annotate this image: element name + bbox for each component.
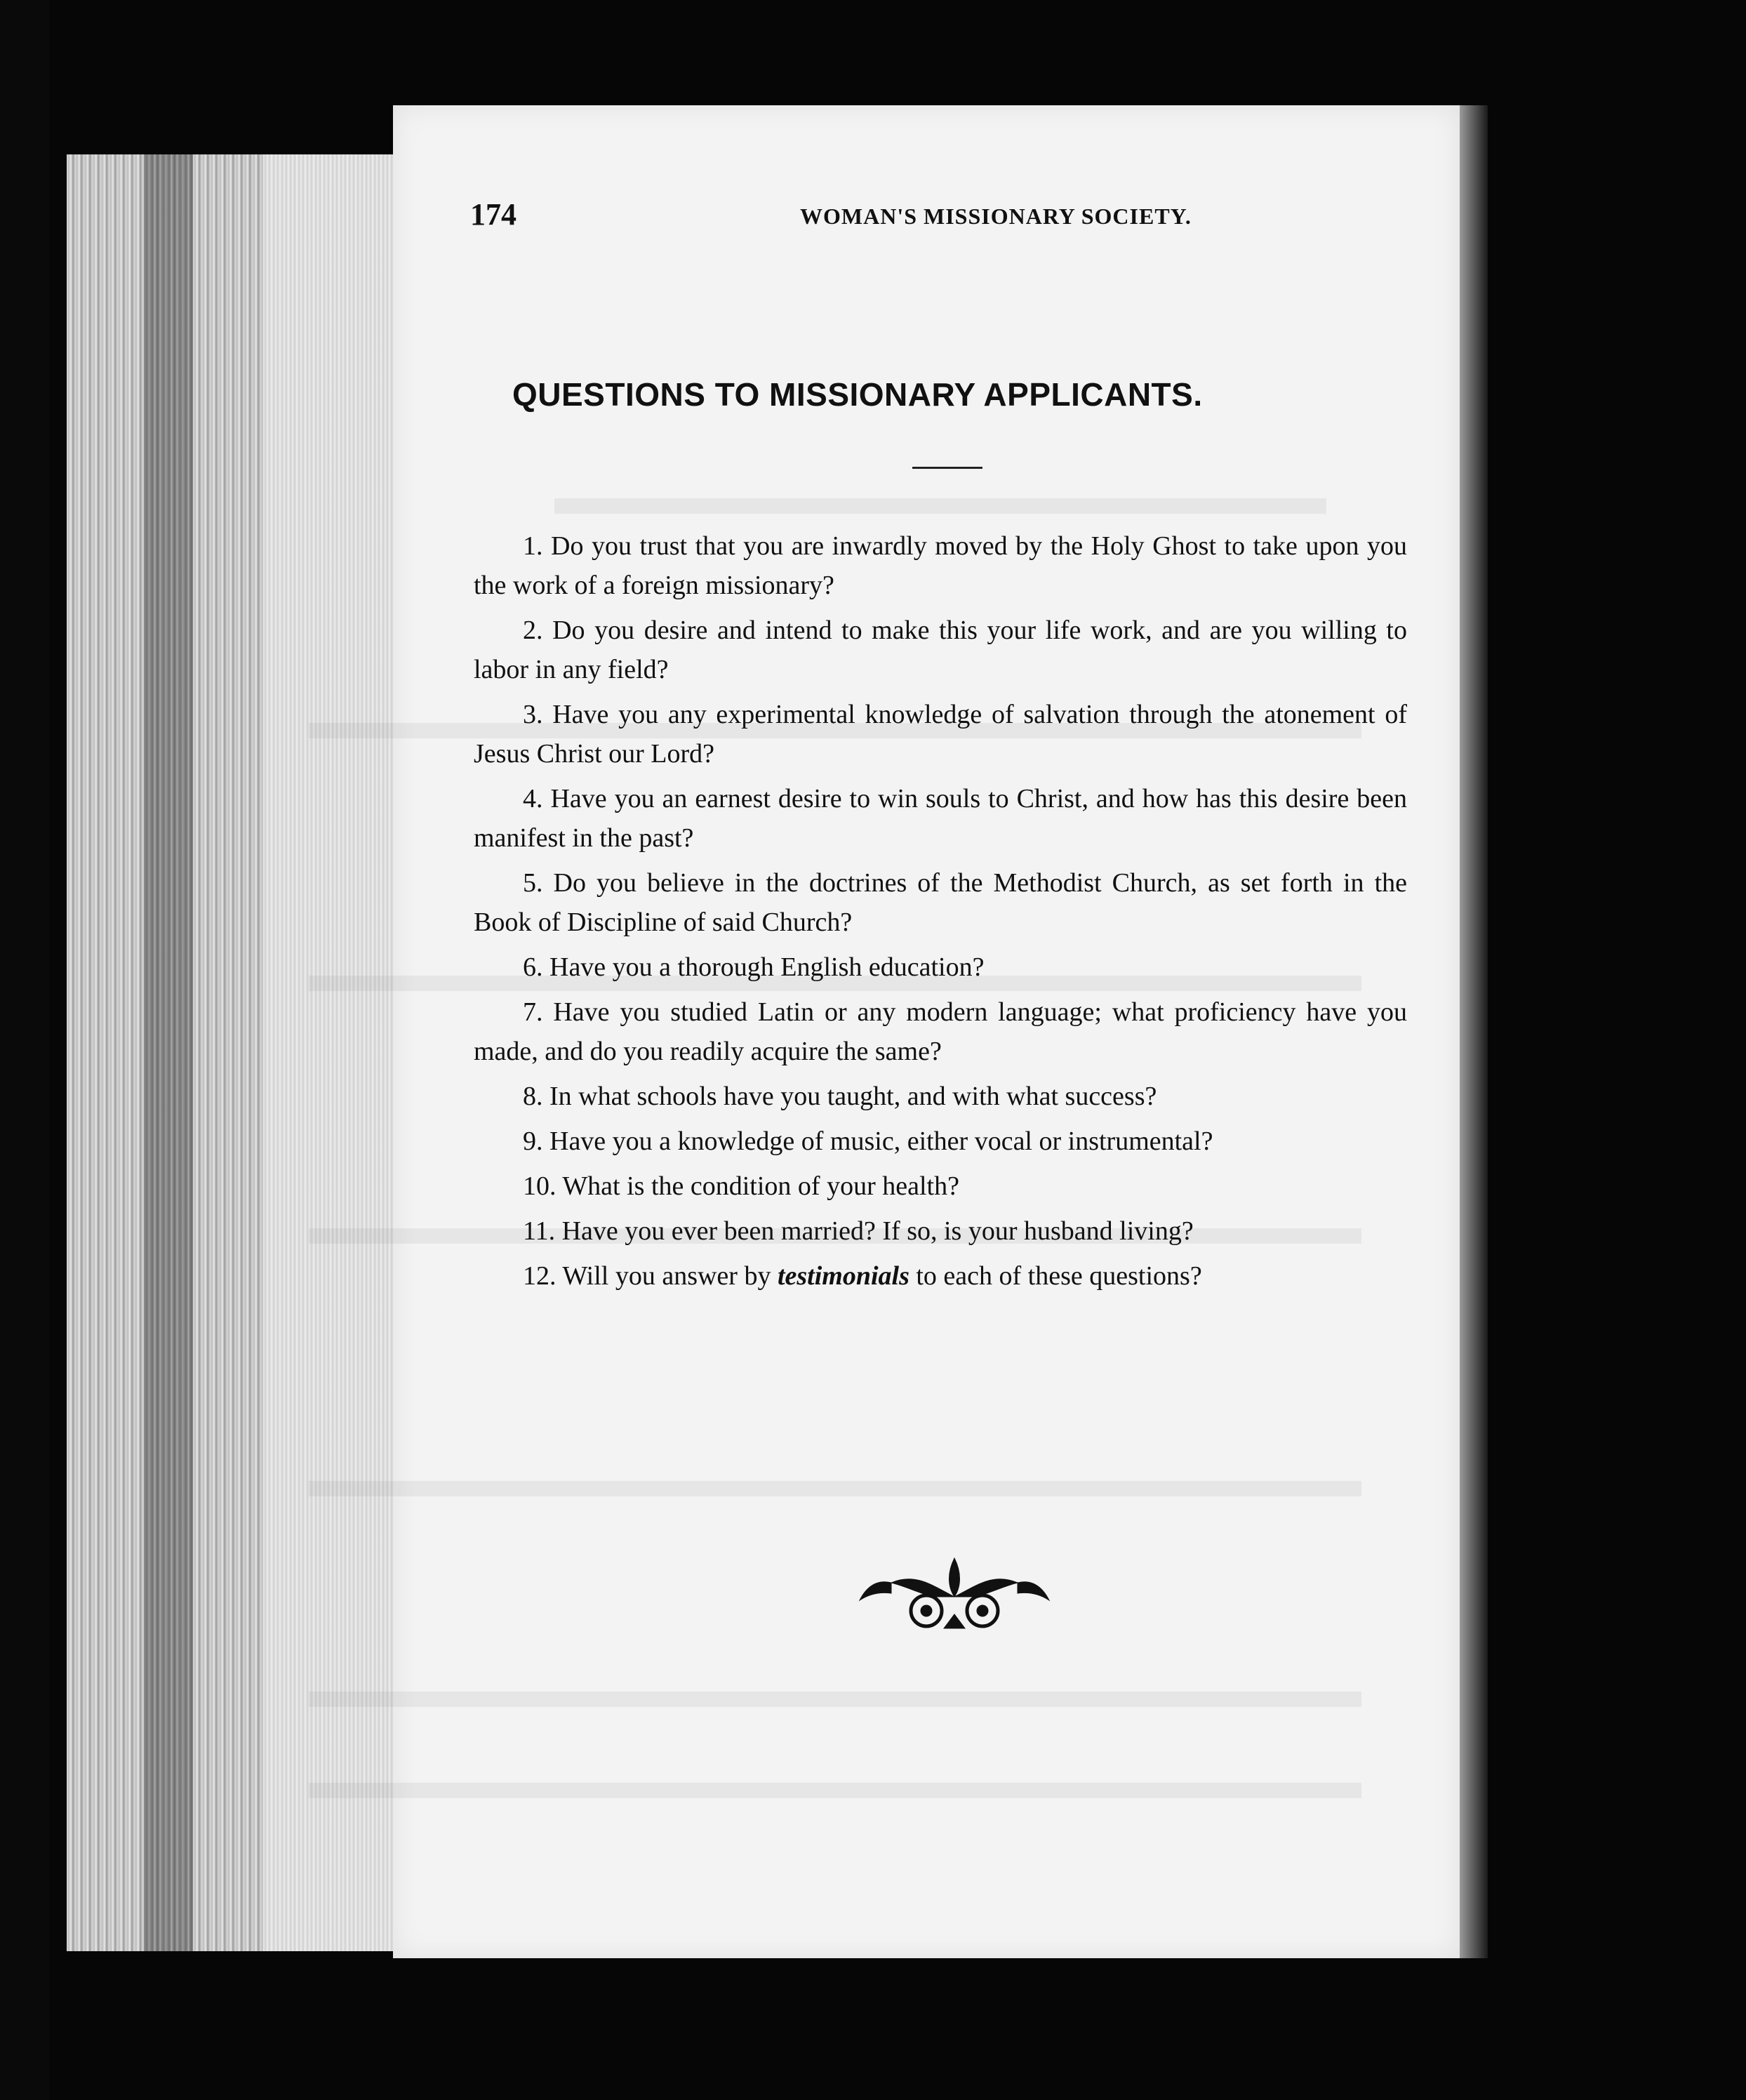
- book-page: [393, 105, 1460, 1958]
- question-item: 2. Do you desire and intend to make this your life work, and are you willing to labor in any field?: [474, 616, 1407, 684]
- question-item: 9. Have you a knowledge of music, either vocal or instrumental?: [523, 1127, 1213, 1156]
- page-edge-shadow: [1460, 105, 1488, 1958]
- running-head: WOMAN'S MISSIONARY SOCIETY.: [800, 204, 1192, 229]
- film-edge: [0, 0, 49, 2100]
- question-12-emphasis: testimonials: [777, 1261, 909, 1291]
- page-title: QUESTIONS TO MISSIONARY APPLICANTS.: [512, 376, 1203, 413]
- question-item: 10. What is the condition of your health?: [523, 1171, 959, 1201]
- question-item-12: [474, 1256, 1407, 1296]
- question-12-end: to each of these questions?: [909, 1261, 1202, 1291]
- question-item: 5. Do you believe in the doctrines of the Methodist Church, as set forth in the Book of Discipline of said Church?: [474, 868, 1407, 937]
- book-fore-edge: [67, 154, 420, 1951]
- question-item: 3. Have you any experimental knowledge of salvation through the atonement of Jesus Christ our Lord?: [474, 700, 1407, 769]
- question-item: 4. Have you an earnest desire to win souls to Christ, and how has this desire been manifest in the past?: [474, 784, 1407, 853]
- question-item: 11. Have you ever been married? If so, is your husband living?: [523, 1216, 1194, 1246]
- question-item: 6. Have you a thorough English education?: [523, 952, 985, 982]
- questions-list: [474, 526, 1407, 1301]
- page-header: [470, 197, 1425, 239]
- question-item: 7. Have you studied Latin or any modern language; what proficiency have you made, and do you readily acquire the same?: [474, 997, 1407, 1066]
- floral-ornament-icon: [849, 1544, 1060, 1642]
- page-number: 174: [470, 197, 517, 232]
- question-item: 8. In what schools have you taught, and with what success?: [523, 1082, 1157, 1111]
- title-rule: [912, 467, 982, 469]
- question-12-start: 12. Will you answer by: [523, 1261, 778, 1291]
- question-item: 1. Do you trust that you are inwardly moved by the Holy Ghost to take upon you the work of a foreign missionary?: [474, 531, 1407, 600]
